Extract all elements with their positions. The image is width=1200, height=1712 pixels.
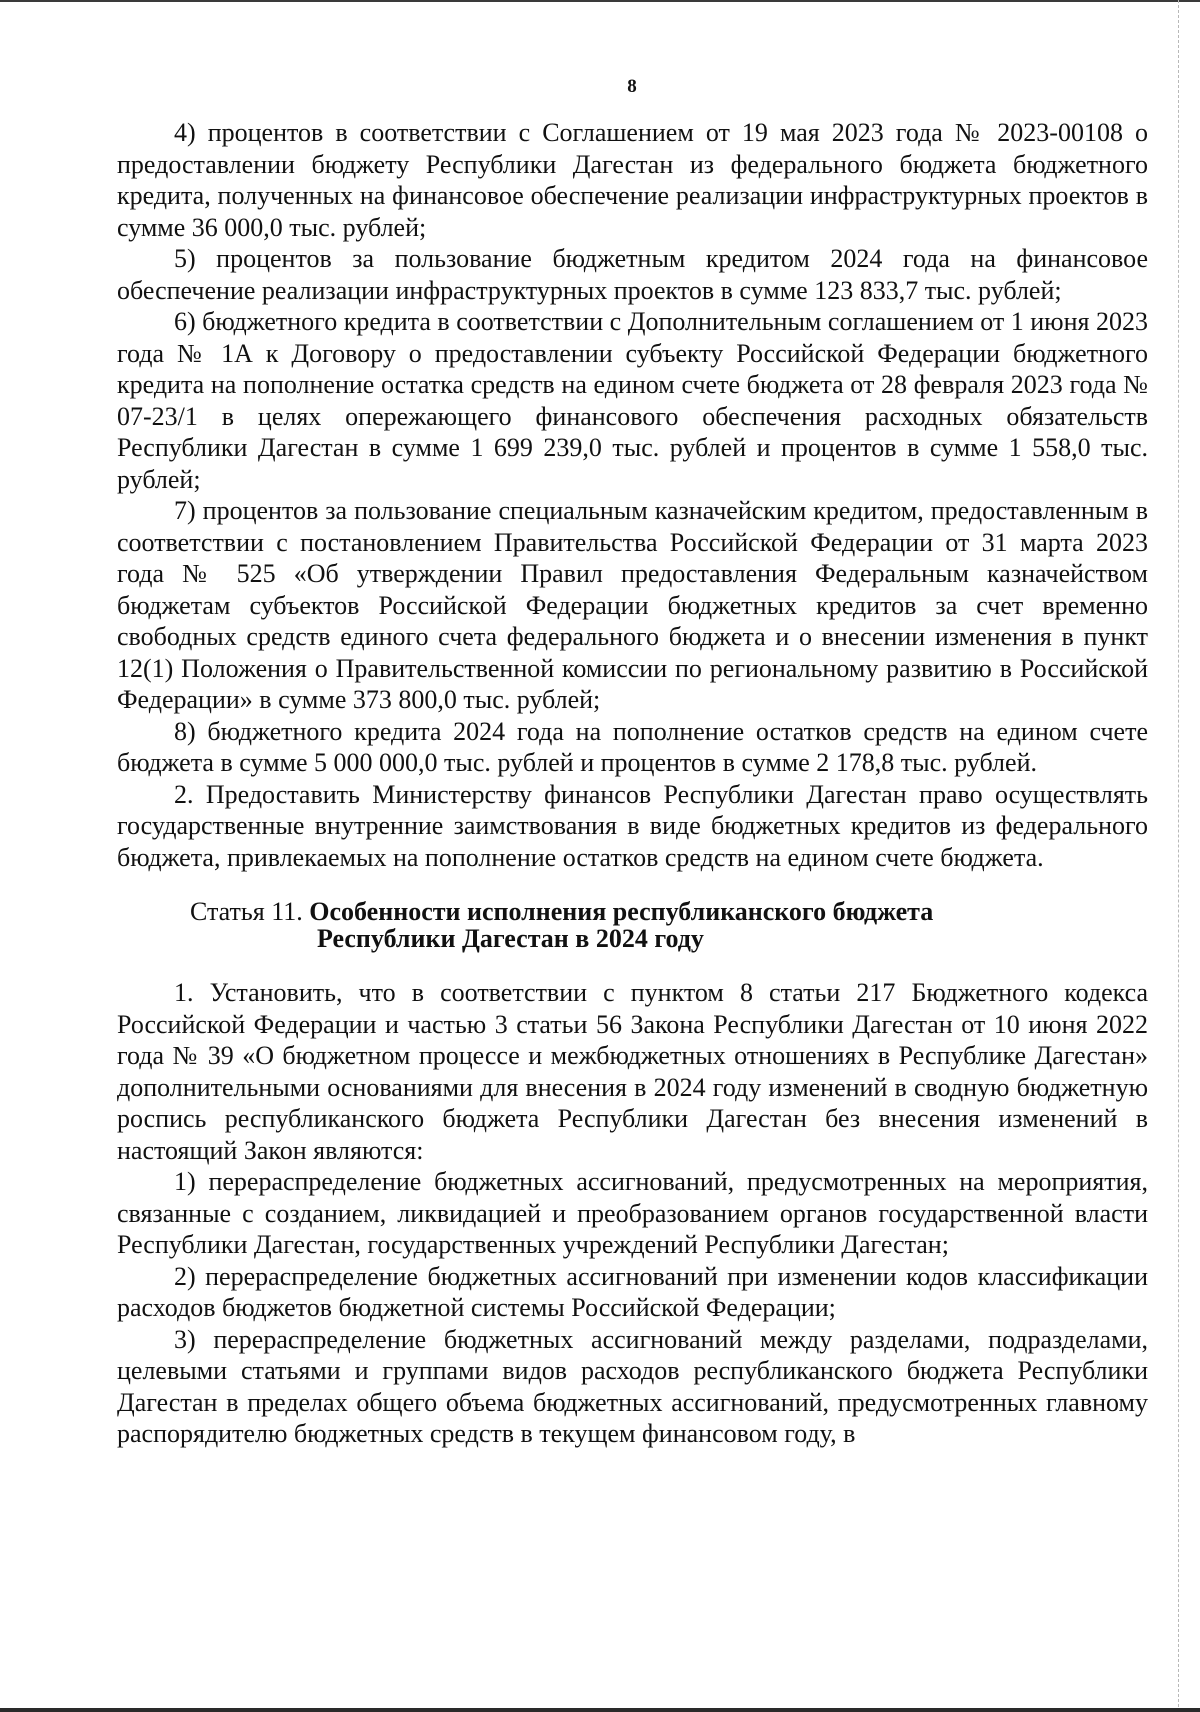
article-title-line2: Республики Дагестан в 2024 году [317, 924, 704, 953]
paragraph-subitem-2-reallocation: 2) перераспределение бюджетных ассигнований при изменении кодов классификации расходов бюджетов бюджетной системы Российской Федерации; [117, 1261, 1148, 1322]
article-title-line1: Особенности исполнения республиканского бюджета [309, 897, 934, 926]
paragraph-item-6-budget-credit: 6) бюджетного кредита в соответствии с Дополнительным соглашением от 1 июня 2023 года № 1А к Договору о предоставлении субъекту Российской Федерации бюджетного кредита на пополнение остатка средств на едином счете бюджета от 28 февраля 2023 года № 07-23/1 в целях опережающего финансового обеспечения расходных обязательств Республики Дагестан в сумме 1 699 239,0 тыс. рублей и процентов в сумме 1 558,0 тыс. рублей; [117, 307, 1148, 494]
paragraph-item-4-interest-agreement: 4) процентов в соответствии с Соглашением от 19 мая 2023 года № 2023-00108 о предоставлении бюджету Республики Дагестан из федерального бюджета бюджетного кредита, полученных на финансовое обеспечение реализации инфраструктурных проектов в сумме 36 000,0 тыс. рублей; [117, 118, 1148, 242]
article-label: Статья 11. [190, 897, 303, 926]
article-heading [117, 898, 1148, 952]
scan-edge-top [0, 0, 1200, 2]
paragraph-item-7-treasury-credit: 7) процентов за пользование специальным казначейским кредитом, предоставленным в соответствии с постановлением Правительства Российской Федерации от 31 марта 2023 года № 525 «Об утверждении Правил предоставления Федеральным казначейством бюджетам субъектов Российской Федерации бюджетных кредитов за счет временно свободных средств единого счета федерального бюджета и о внесении изменения в пункт 12(1) Положения о Правительственной комиссии по региональному развитию в Российской Федерации» в сумме 373 800,0 тыс. рублей; [117, 496, 1148, 714]
paragraph-point-2-borrowing-right: 2. Предоставить Министерству финансов Республики Дагестан право осуществлять государственные внутренние заимствования в виде бюджетных кредитов из федерального бюджета, привлекаемых на пополнение остатков средств на едином счете бюджета. [117, 779, 1148, 872]
paragraph-item-5-interest-budget-credit: 5) процентов за пользование бюджетным кредитом 2024 года на финансовое обеспечение реализации инфраструктурных проектов в сумме 123 833,7 тыс. рублей; [117, 244, 1148, 305]
paragraph-subitem-1-reallocation: 1) перераспределение бюджетных ассигнований, предусмотренных на мероприятия, связанные с созданием, ликвидацией и преобразованием органов государственной власти Республики Дагестан, государственных учреждений Республики Дагестан; [117, 1167, 1148, 1259]
paragraph-item-8-budget-credit-2024: 8) бюджетного кредита 2024 года на пополнение остатков средств на едином счете бюджета в сумме 5 000 000,0 тыс. рублей и процентов в сумме 2 178,8 тыс. рублей. [117, 716, 1148, 777]
scan-edge-bottom [0, 1708, 1200, 1712]
scan-edge-right [1178, 0, 1179, 1712]
paragraph-subitem-3-reallocation: 3) перераспределение бюджетных ассигнований между разделами, подразделами, целевыми статьями и группами видов расходов республиканского бюджета Республики Дагестан в пределах общего объема бюджетных ассигнований, предусмотренных главному распорядителю бюджетных средств в текущем финансовом году, в [117, 1324, 1148, 1448]
paragraph-point-1-grounds: 1. Установить, что в соответствии с пунктом 8 статьи 217 Бюджетного кодекса Российской Федерации и частью 3 статьи 56 Закона Республики Дагестан от 10 июня 2022 года № 39 «О бюджетном процессе и межбюджетных отношениях в Республике Дагестан» дополнительными основаниями для внесения в 2024 году изменений в сводную бюджетную роспись республиканского бюджета Республики Дагестан без внесения изменений в настоящий Закон являются: [117, 978, 1148, 1165]
document-body [117, 117, 1148, 1450]
page-number: 8 [627, 76, 637, 97]
